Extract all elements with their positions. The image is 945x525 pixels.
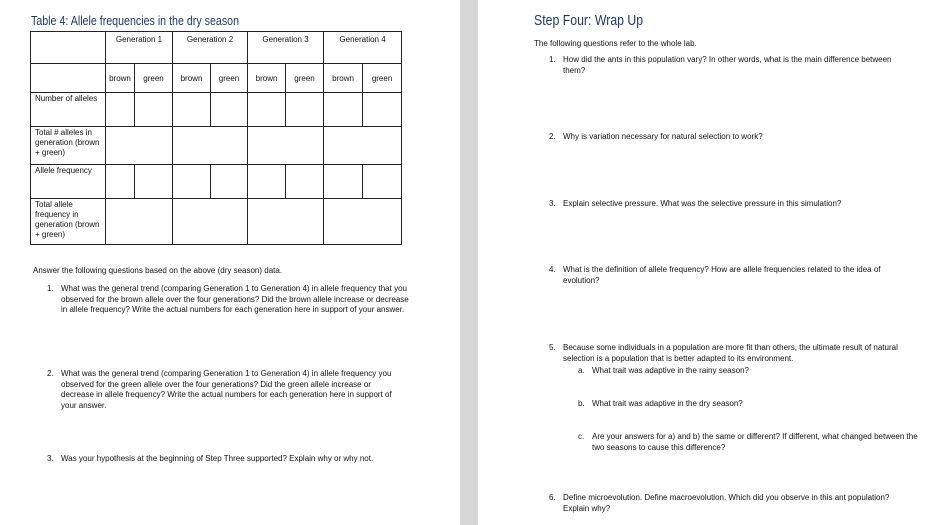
- question-text: What is the definition of allele frequency? How are allele frequencies related to the idea of evolution?: [563, 265, 881, 285]
- row-label: Total # alleles in generation (brown + green): [31, 127, 106, 165]
- question-number: 1.: [549, 55, 556, 64]
- answer-cell[interactable]: [135, 93, 173, 127]
- section-intro: The following questions refer to the whole lab.: [534, 39, 697, 48]
- generation-header: Generation 3: [248, 32, 324, 64]
- generation-header: Generation 1: [106, 32, 173, 64]
- wrapup-question-4: [549, 265, 909, 286]
- subquestion-b: [578, 399, 908, 410]
- wrapup-question-5: [549, 343, 919, 364]
- color-header: green: [286, 64, 324, 93]
- total-frequency-row: [31, 199, 402, 245]
- row-label: Total allele frequency in generation (brown + green): [31, 199, 106, 245]
- question-text: Because some individuals in a population are more fit than others, the ultimate result of natural selection is a population that is better adapted to its environment.: [563, 343, 898, 363]
- answer-cell[interactable]: [286, 93, 324, 127]
- answer-cell[interactable]: [324, 165, 363, 199]
- answer-cell[interactable]: [211, 165, 248, 199]
- answer-cell[interactable]: [286, 165, 324, 199]
- table-title: Table 4: Allele frequencies in the dry season: [31, 13, 240, 28]
- subquestion-letter: a.: [578, 366, 585, 375]
- answer-cell[interactable]: [363, 93, 402, 127]
- answer-cell[interactable]: [248, 93, 286, 127]
- row-label: Allele frequency: [31, 165, 106, 199]
- question-text: Explain selective pressure. What was the selective pressure in this simulation?: [563, 199, 842, 208]
- corner-cell: [31, 32, 106, 64]
- question-text: Why is variation necessary for natural selection to work?: [563, 132, 763, 141]
- question-number: 1.: [47, 284, 54, 293]
- answer-cell[interactable]: [248, 165, 286, 199]
- color-header: green: [211, 64, 248, 93]
- answer-cell[interactable]: [324, 93, 363, 127]
- answer-cell[interactable]: [248, 199, 324, 245]
- color-header: green: [363, 64, 402, 93]
- question-number: 5.: [549, 343, 556, 352]
- question-number: 3.: [549, 199, 556, 208]
- wrapup-question-2: [549, 132, 909, 143]
- subquestion-a: [578, 366, 908, 377]
- wrapup-question-6: [549, 493, 909, 514]
- answer-cell[interactable]: [135, 165, 173, 199]
- allele-frequency-table: [30, 31, 402, 245]
- question-number: 3.: [47, 454, 54, 463]
- question-number: 4.: [549, 265, 556, 274]
- question-number: 2.: [47, 369, 54, 378]
- question-3: [47, 454, 417, 465]
- answer-cell[interactable]: [324, 199, 402, 245]
- color-header: brown: [324, 64, 363, 93]
- question-text: Was your hypothesis at the beginning of Step Three supported? Explain why or why not.: [61, 454, 374, 463]
- answer-cell[interactable]: [173, 165, 211, 199]
- color-header-row: [31, 64, 402, 93]
- question-text: What was the general trend (comparing Generation 1 to Generation 4) in allele frequency that you observed for the brown allele over the four generations? Did the brown allele increase or decrease in allele frequency? Write the actual numbers for each generation here in support of your answer.: [61, 284, 409, 314]
- left-page: [0, 0, 460, 525]
- color-header: brown: [173, 64, 211, 93]
- question-1: [47, 284, 412, 316]
- generation-header: Generation 2: [173, 32, 248, 64]
- answer-cell[interactable]: [106, 165, 135, 199]
- answer-cell[interactable]: [173, 93, 211, 127]
- total-alleles-row: [31, 127, 402, 165]
- subquestion-letter: c.: [578, 432, 585, 441]
- answer-cell[interactable]: [363, 165, 402, 199]
- answer-cell[interactable]: [173, 127, 248, 165]
- subquestion-c: [578, 432, 918, 453]
- color-header: brown: [248, 64, 286, 93]
- generation-header-row: [31, 32, 402, 64]
- subquestion-text: What trait was adaptive in the dry season?: [592, 399, 743, 408]
- answer-cell[interactable]: [106, 127, 173, 165]
- row-label: Number of alleles: [31, 93, 106, 127]
- question-number: 6.: [549, 493, 556, 502]
- wrapup-question-3: [549, 199, 919, 210]
- blank-cell: [31, 64, 106, 93]
- number-of-alleles-row: [31, 93, 402, 127]
- instructions-text: Answer the following questions based on the above (dry season) data.: [33, 266, 283, 275]
- generation-header: Generation 4: [324, 32, 402, 64]
- color-header: brown: [106, 64, 135, 93]
- answer-cell[interactable]: [248, 127, 324, 165]
- question-text: How did the ants in this population vary? In other words, what is the main difference between them?: [563, 55, 892, 75]
- right-page: [478, 0, 945, 525]
- subquestion-text: Are your answers for a) and b) the same or different? If different, what changed between the two seasons to cause this difference?: [592, 432, 918, 452]
- answer-cell[interactable]: [106, 199, 173, 245]
- question-2: [47, 369, 397, 411]
- subquestion-text: What trait was adaptive in the rainy season?: [592, 366, 749, 375]
- answer-cell[interactable]: [106, 93, 135, 127]
- question-number: 2.: [549, 132, 556, 141]
- wrapup-question-1: [549, 55, 899, 76]
- question-text: What was the general trend (comparing Generation 1 to Generation 4) in allele frequency you observed for the green allele over the four generations? Did the green allele increase or decrease in allele frequency? Write the actual numbers for each generation here in support of your answer.: [61, 369, 392, 410]
- subquestion-letter: b.: [578, 399, 585, 408]
- answer-cell[interactable]: [173, 199, 248, 245]
- section-title: Step Four: Wrap Up: [534, 12, 644, 29]
- answer-cell[interactable]: [211, 93, 248, 127]
- answer-cell[interactable]: [324, 127, 402, 165]
- question-text: Define microevolution. Define macroevolution. Which did you observe in this ant population? Explain why?: [563, 493, 890, 513]
- color-header: green: [135, 64, 173, 93]
- allele-frequency-row: [31, 165, 402, 199]
